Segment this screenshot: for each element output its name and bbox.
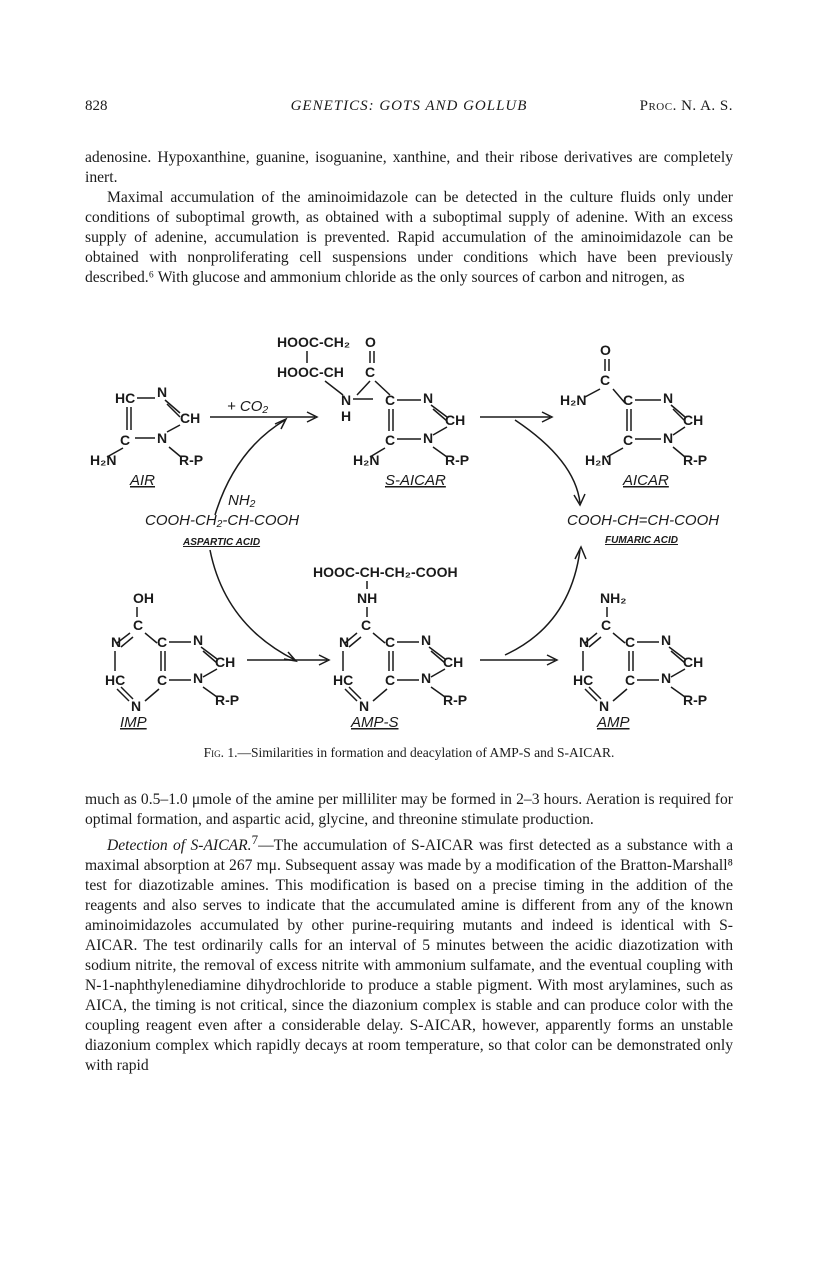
footnote-ref: 7: [251, 832, 259, 847]
svg-text:CH: CH: [683, 412, 704, 428]
svg-text:H: H: [341, 408, 352, 424]
aspartic-name: ASPARTIC ACID: [183, 537, 261, 548]
arrowhead: [275, 419, 286, 429]
svg-text:N: N: [193, 670, 204, 686]
amps-label: AMP-S: [351, 714, 399, 731]
svg-text:N: N: [661, 670, 672, 686]
svg-text:OH: OH: [133, 590, 154, 606]
svg-text:C: C: [623, 432, 634, 448]
fumaric-acid: [567, 512, 719, 546]
svg-text:N: N: [111, 634, 122, 650]
svg-text:N: N: [663, 430, 674, 446]
svg-text:O: O: [600, 342, 611, 358]
svg-text:HC: HC: [573, 672, 594, 688]
curve-fumarate-out-top: [515, 420, 580, 503]
svg-text:CH: CH: [683, 654, 704, 670]
svg-text:C: C: [361, 617, 372, 633]
body-text-bottom: [85, 790, 733, 1076]
svg-text:N: N: [579, 634, 590, 650]
aicar-structure: [560, 342, 707, 489]
caption-text: —Similarities in formation and deacylation of AMP-S and S-AICAR.: [237, 745, 615, 760]
saicar-structure: [277, 334, 469, 489]
aspartic-nh2: NH₂: [228, 492, 256, 509]
svg-text:NH: NH: [357, 590, 378, 606]
paragraph: [85, 830, 733, 1076]
svg-text:R-P: R-P: [443, 692, 468, 708]
svg-text:H₂N: H₂N: [560, 392, 587, 408]
svg-text:CH: CH: [445, 412, 466, 428]
svg-text:N: N: [423, 390, 434, 406]
air-label: AIR: [130, 472, 156, 489]
caption-prefix: Fig. 1.: [203, 745, 238, 760]
svg-text:N: N: [157, 430, 168, 446]
amps-structure: [313, 564, 467, 731]
imp-label: IMP: [120, 714, 147, 731]
svg-text:HC: HC: [115, 390, 136, 406]
svg-text:N: N: [339, 634, 350, 650]
aspartic-acid: [145, 492, 299, 548]
svg-text:C: C: [385, 432, 396, 448]
svg-text:C: C: [623, 392, 634, 408]
page-header: [85, 98, 733, 120]
body-text-top: [85, 148, 733, 288]
page-number: 828: [85, 98, 108, 114]
paragraph: Maximal accumulation of the aminoimidazole can be detected in the culture fluids only under conditions of suboptimal growth, as obtained with a suboptimal supply of adenine. With an excess supply of adenine, accumulation is prevented. Rapid accumulation of the aminoimidazole can be obtained with nonproliferating cell suspensions under conditions which have been previously described.⁶ With glucose and ammonium chloride as the only sources of carbon and nitrogen, as: [85, 189, 733, 286]
svg-text:N: N: [421, 632, 432, 648]
fumaric-name: FUMARIC ACID: [605, 535, 678, 546]
svg-text:R-P: R-P: [683, 452, 708, 468]
svg-text:C: C: [120, 432, 131, 448]
imp-structure: [105, 590, 239, 731]
svg-text:C: C: [157, 634, 168, 650]
svg-text:C: C: [385, 672, 396, 688]
paragraph: adenosine. Hypoxanthine, guanine, isoguanine, xanthine, and their ribose derivatives are completely inert.: [85, 149, 733, 186]
svg-text:O: O: [365, 334, 376, 350]
figure-caption: [85, 745, 733, 761]
saicar-sidechain-1: HOOC-CH₂: [277, 334, 351, 350]
svg-text:N: N: [423, 430, 434, 446]
svg-text:N: N: [359, 698, 370, 714]
amps-sidechain: HOOC-CH-CH₂-COOH: [313, 564, 458, 580]
aicar-label: AICAR: [623, 472, 669, 489]
arrowhead: [575, 547, 586, 559]
svg-text:R-P: R-P: [179, 452, 204, 468]
svg-text:N: N: [131, 698, 142, 714]
svg-text:N: N: [663, 390, 674, 406]
svg-text:HC: HC: [333, 672, 354, 688]
svg-text:R-P: R-P: [215, 692, 240, 708]
svg-text:C: C: [600, 372, 611, 388]
saicar-label: S-AICAR: [385, 472, 446, 489]
co2-label: + CO₂: [227, 398, 269, 415]
svg-text:NH₂: NH₂: [600, 590, 627, 606]
paragraph: much as 0.5–1.0 μmole of the amine per milliliter may be formed in 2–3 hours. Aeration is required for optimal formation, and aspartic acid, glycine, and threonine stimulate production.: [85, 791, 733, 828]
svg-text:H₂N: H₂N: [90, 452, 117, 468]
svg-text:C: C: [133, 617, 144, 633]
curve-aspartate-in-bottom: [210, 550, 295, 660]
svg-text:C: C: [601, 617, 612, 633]
svg-text:N: N: [599, 698, 610, 714]
svg-text:CH: CH: [180, 410, 201, 426]
fumaric-formula: COOH-CH=CH-COOH: [567, 512, 720, 529]
svg-text:CH: CH: [215, 654, 236, 670]
svg-text:N: N: [661, 632, 672, 648]
svg-text:CH: CH: [443, 654, 464, 670]
aspartic-formula: COOH-CH₂-CH-COOH: [145, 512, 300, 529]
paragraph-body: —The accumulation of S-AICAR was first detected as a substance with a maximal absorption at 267 mμ. Subsequent assay was made by a modification of the Bratton-Marshall⁸ test for diazotizable amines. This modification is based on a precise timing in the addition of the reagents and also serves to indicate that the accumulated amine is different from any of the known aminoimidazoles accumulated by other purine-requiring mutants and indeed is identical with S-AICAR. The test ordinarily calls for an interval of 5 minutes between the acidic diazotization with sodium nitrite, the removal of excess nitrite with ammonium sulfamate, and the eventual coupling with N-1-naphthylenediamine dihydrochloride to produce a stable pigment. With most arylamines, such as AICA, the timing is not critical, since the diazonium complex is stable and can produce color with the coupling reagent even after a considerable delay. S-AICAR, however, apparently forms an unstable diazonium complex which rapidly decays at room temperature, so that color can be demonstrated only with rapid: [85, 837, 733, 1075]
svg-text:C: C: [157, 672, 168, 688]
svg-text:R-P: R-P: [683, 692, 708, 708]
svg-text:C: C: [625, 672, 636, 688]
curve-fumarate-out-bottom: [505, 550, 580, 655]
amp-structure: [573, 590, 707, 731]
journal-abbrev: Proc. N. A. S.: [639, 98, 733, 114]
section-heading: Detection of S-AICAR.: [107, 837, 252, 855]
svg-text:H₂N: H₂N: [585, 452, 612, 468]
svg-text:C: C: [625, 634, 636, 650]
svg-text:N: N: [421, 670, 432, 686]
svg-text:R-P: R-P: [445, 452, 470, 468]
svg-text:C: C: [385, 634, 396, 650]
svg-text:N: N: [193, 632, 204, 648]
figure-1: [85, 325, 745, 745]
saicar-sidechain-2: HOOC-CH: [277, 364, 344, 380]
svg-text:HC: HC: [105, 672, 126, 688]
amp-label: AMP: [597, 714, 630, 731]
air-structure: [90, 384, 203, 489]
running-title: GENETICS: GOTS AND GOLLUB: [290, 98, 528, 114]
reaction-scheme-diagram: [85, 325, 745, 745]
svg-text:H₂N: H₂N: [353, 452, 380, 468]
svg-text:C: C: [385, 392, 396, 408]
svg-text:N: N: [157, 384, 168, 400]
svg-text:C: C: [365, 364, 376, 380]
svg-text:N: N: [341, 392, 352, 408]
